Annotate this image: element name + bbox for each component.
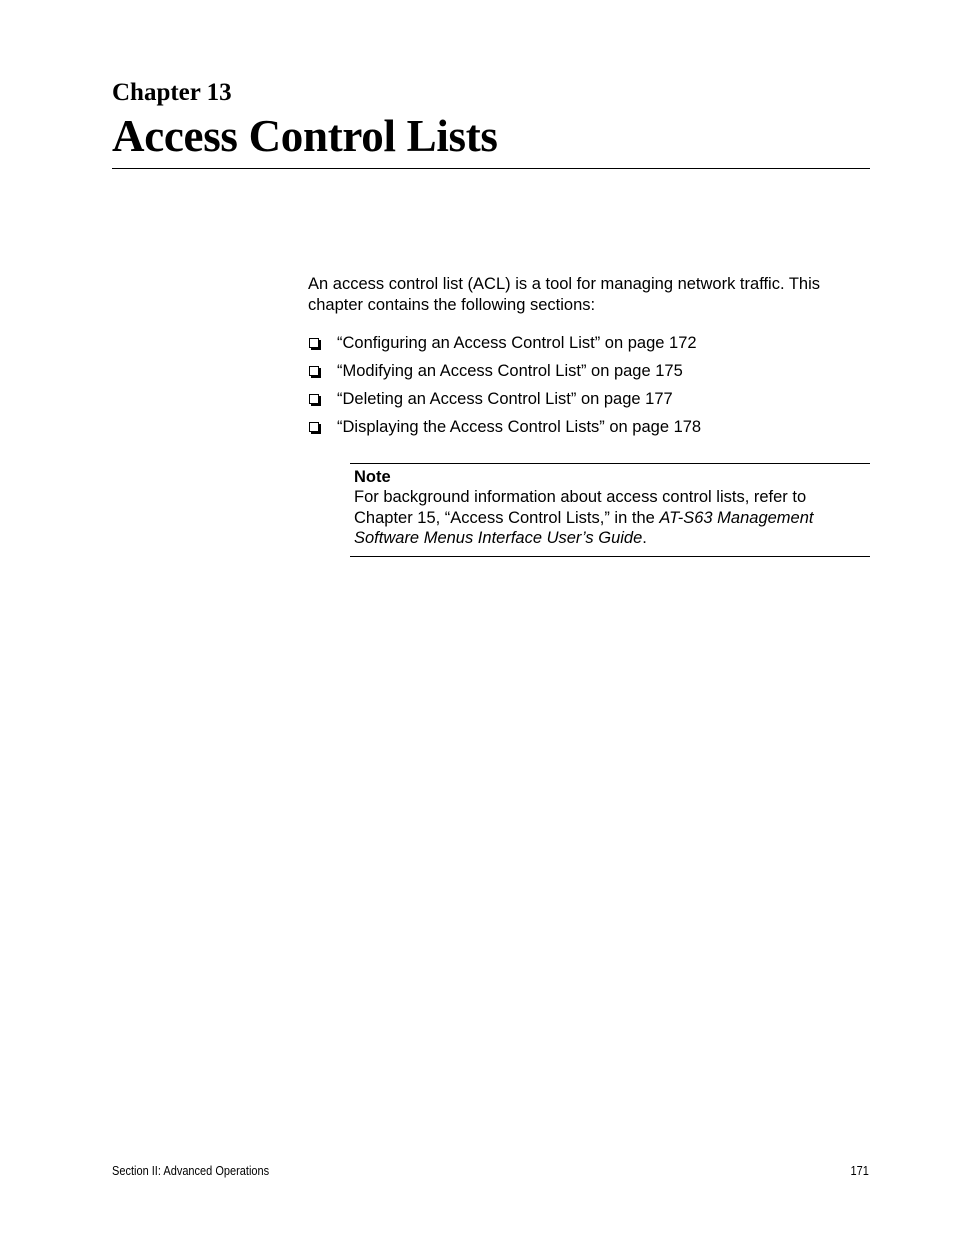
- chapter-label: Chapter 13: [112, 79, 232, 106]
- section-link-displaying[interactable]: “Displaying the Access Control Lists” on page 178: [337, 418, 702, 436]
- section-list: [308, 332, 868, 444]
- note-text-before: For background information about access control lists, refer to Chapter 15, “Access Control Lists,” in the: [354, 488, 807, 527]
- title-divider: [112, 168, 870, 169]
- checkbox-icon: [309, 394, 319, 404]
- section-link-modifying[interactable]: “Modifying an Access Control List” on page 175: [337, 362, 683, 380]
- section-link-deleting[interactable]: “Deleting an Access Control List” on page 177: [337, 390, 673, 408]
- checkbox-icon: [309, 422, 319, 432]
- note-box: [350, 463, 870, 557]
- list-item: [308, 388, 868, 416]
- list-item: [308, 360, 868, 388]
- checkbox-icon: [309, 338, 319, 348]
- checkbox-icon: [309, 366, 319, 376]
- list-item: [308, 332, 868, 360]
- footer-section-title: Section II: Advanced Operations: [112, 1164, 270, 1178]
- note-guide-title: AT-S63 Management Software Menus Interface User’s Guide: [354, 508, 814, 547]
- section-link-configuring[interactable]: “Configuring an Access Control List” on page 172: [337, 334, 697, 352]
- chapter-title: Access Control Lists: [112, 111, 498, 161]
- intro-paragraph: An access control list (ACL) is a tool for managing network traffic. This chapter contains the following sections:: [308, 275, 821, 314]
- footer-page-number: 171: [850, 1164, 869, 1178]
- note-text-after: .: [642, 529, 647, 547]
- list-item: [308, 416, 868, 444]
- note-body: [354, 487, 854, 549]
- note-heading: Note: [354, 468, 391, 486]
